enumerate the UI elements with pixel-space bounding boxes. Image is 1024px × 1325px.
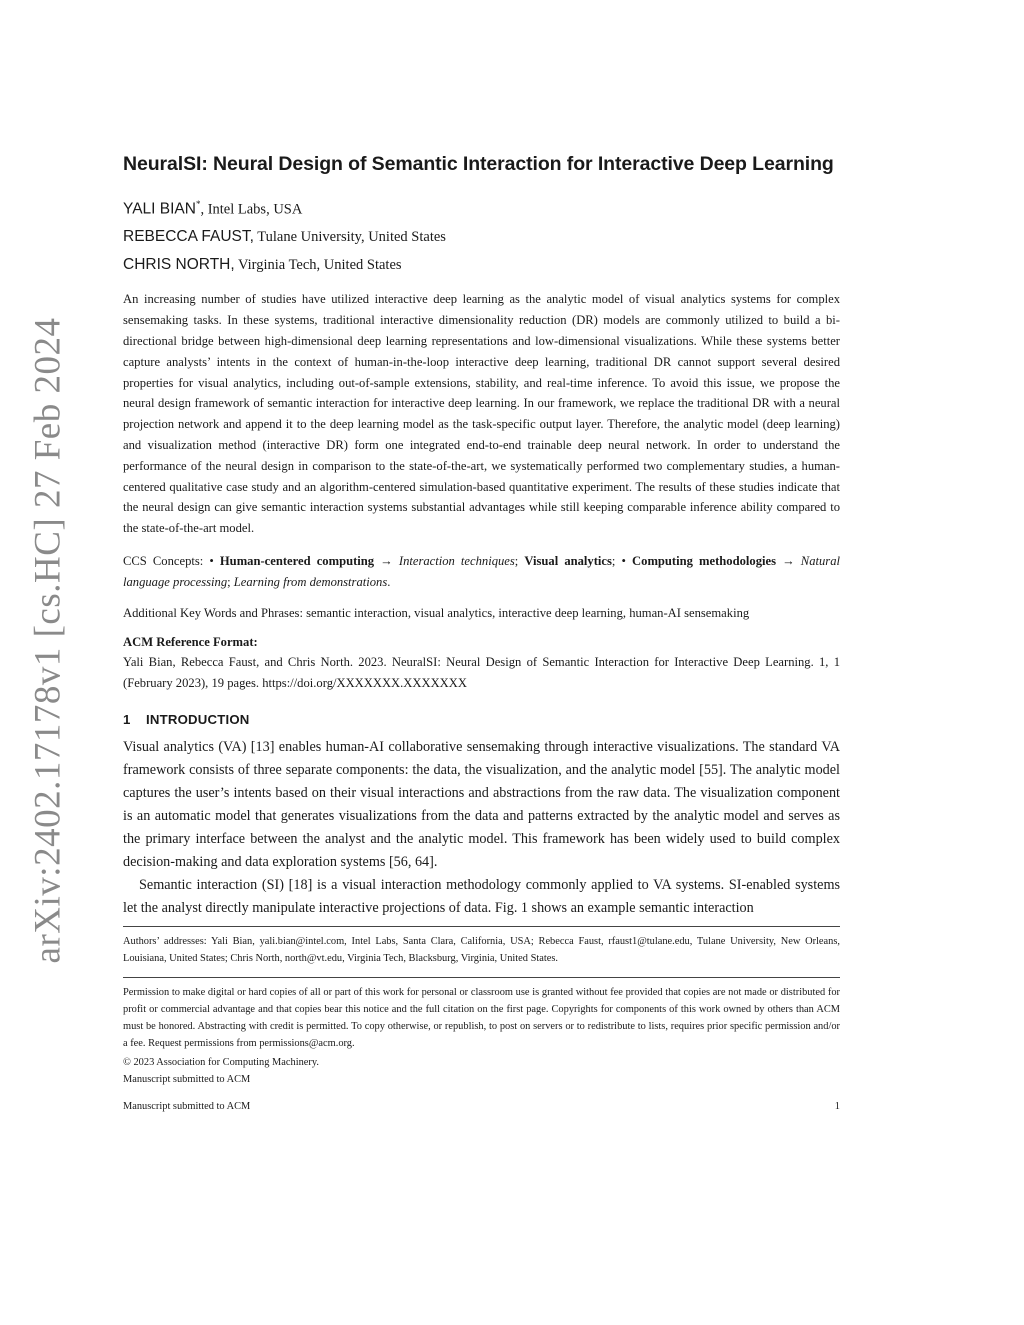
author-name: YALI BIAN — [123, 200, 196, 218]
ccs-end: . — [387, 574, 391, 589]
ccs-separator: ; — [514, 553, 525, 568]
ccs-label: CCS Concepts: — [123, 553, 210, 568]
ccs-arrow: → — [374, 553, 399, 568]
reference-text: Yali Bian, Rebecca Faust, and Chris North. 2023. NeuralSI: Neural Design of Semantic Interaction for Interactive Deep Learning. 1, 1 (February 2023), 19 pages. https://doi.org/XXXXXXX.XXXXXXX — [123, 655, 840, 691]
ccs-concept: Computing methodologies — [632, 553, 776, 568]
ccs-concept: Visual analytics — [524, 553, 612, 568]
page-number: 1 — [834, 1101, 840, 1112]
paper-page — [123, 150, 840, 1088]
keywords: Additional Key Words and Phrases: semantic interaction, visual analytics, interactive deep learning, human-AI sensemaking — [123, 606, 750, 621]
ccs-arrow: → — [776, 553, 801, 568]
author-name: REBECCA FAUST, — [123, 228, 254, 246]
ccs-concept: Human-centered computing — [219, 553, 375, 568]
ccs-subconcept: Learning from demonstrations — [233, 574, 388, 589]
footnote-divider — [123, 926, 840, 927]
arxiv-identifier — [24, 317, 72, 963]
footnote-divider — [123, 977, 840, 978]
ccs-concepts — [123, 551, 840, 593]
section-title: INTRODUCTION — [146, 711, 250, 727]
section-heading — [123, 712, 840, 727]
author-addresses: Authors’ addresses: Yali Bian, yali.bian@intel.com, Intel Labs, Santa Clara, California, USA; Rebecca Faust, rfaust1@tulane.edu, Tulane University, New Orleans, Louisiana, United States; Chris North, north@vt.edu, Virginia Tech, Blacksburg, Virginia, United States. — [123, 935, 840, 964]
author-1 — [123, 194, 840, 219]
ccs-bullet: • — [621, 553, 633, 568]
author-affiliation: , Intel Labs, USA — [200, 201, 303, 218]
author-name: CHRIS NORTH, — [123, 256, 235, 274]
ccs-subconcept: Natural language processing — [123, 553, 840, 589]
permission-notice: Permission to make digital or hard copies of all or part of this work for personal or classroom use is granted without fee provided that copies are not made or distributed for profit or commercial advantage and that copies bear this notice and the full citation on the first page. Copyrights for components of this work owned by others than ACM must be honored. Abstracting with credit is permitted. To copy otherwise, or republish, to post on servers or to redistribute to lists, requires prior specific permission and/or a fee. Request permissions from permissions@acm.org. — [123, 986, 840, 1049]
arxiv-identifier-text: arXiv:2402.17178v1 [cs.HC] 27 Feb 2024 — [27, 317, 69, 963]
ccs-separator: ; — [611, 553, 622, 568]
ccs-bullet: • — [209, 553, 220, 568]
author-2 — [123, 227, 840, 247]
author-marker: * — [195, 199, 201, 209]
ccs-subconcept: Interaction techniques — [398, 553, 515, 568]
page-footer — [123, 1101, 840, 1112]
ccs-separator: ; — [227, 574, 234, 589]
author-3 — [123, 255, 840, 275]
copyright-notice: © 2023 Association for Computing Machinery. — [123, 1056, 319, 1068]
body-paragraph: Semantic interaction (SI) [18] is a visual interaction methodology commonly applied to VA systems. SI-enabled systems let the analyst directly manipulate interactive projections of data. Fig. 1 shows an example semantic interaction — [123, 876, 840, 916]
body-paragraph: Visual analytics (VA) [13] enables human-AI collaborative sensemaking through interactive visualizations. The standard VA framework consists of three separate components: the data, the visualization, and the analytic model [55]. The analytic model captures the user’s intents based on their visual interactions and abstractions from the raw data. The visualization component is an automatic model that generates visualizations from the data and patterns extracted by the analytic model and serves as the primary interface between the analyst and the analytic model. This framework has been widely used to build complex decision-making and data exploration systems [56, 64]. — [123, 738, 840, 870]
author-affiliation: Virginia Tech, United States — [234, 257, 402, 274]
paper-title: NeuralSI: Neural Design of Semantic Interaction for Interactive Deep Learning — [123, 153, 834, 175]
footer-label: Manuscript submitted to ACM — [123, 1101, 251, 1112]
manuscript-notice: Manuscript submitted to ACM — [123, 1073, 251, 1085]
section-number: 1 — [123, 711, 131, 727]
author-affiliation: Tulane University, United States — [253, 229, 446, 246]
abstract: An increasing number of studies have utilized interactive deep learning as the analytic model of visual analytics systems for complex sensemaking tasks. In these systems, traditional interactive dimensionality reduction (DR) models are commonly utilized to build a bi-directional bridge between high-dimensional deep learning representations and low-dimensional visualizations. While these systems better capture analysts’ intents in the context of human-in-the-loop interactive deep learning, traditional DR cannot support several desired properties for visual analytics, including out-of-sample extensions, stability, and real-time inference. To avoid this issue, we propose the neural design framework of semantic interaction for interactive deep learning. In our framework, we replace the traditional DR with a neural projection network and append it to the deep learning model as the task-specific output layer. Therefore, the analytic model (deep learning) and visualization method (interactive DR) form one integrated end-to-end trainable deep neural network. In order to understand the performance of the neural design in comparison to the state-of-the-art, we systematically performed two complementary studies, a human-centered qualitative case study and an algorithm-centered simulation-based quantitative experiment. The results of these studies indicate that the neural design can give semantic interaction systems substantial advantages while still keeping comparable inference ability compared to the state-of-the-art model. — [123, 292, 840, 536]
reference-heading: ACM Reference Format: — [123, 635, 258, 650]
